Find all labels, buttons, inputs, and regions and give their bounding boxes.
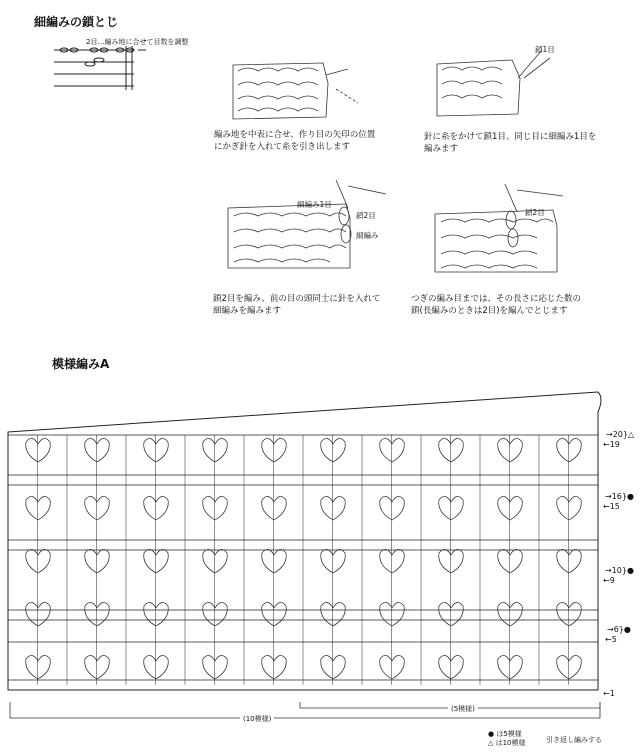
legend-suffix: 引き返し編みする bbox=[546, 736, 602, 744]
illustration-step3 bbox=[226, 178, 396, 273]
step2-label: 鎖1目 bbox=[535, 45, 555, 54]
row-label-15: ←15 bbox=[603, 502, 620, 511]
row-label-10: →10}● bbox=[605, 566, 634, 575]
legend-dot: ● は5模様 bbox=[488, 730, 522, 738]
illustration-step4 bbox=[433, 180, 573, 275]
row-label-6: →6}● bbox=[607, 625, 631, 634]
mini-chart bbox=[54, 44, 144, 96]
row-label-1: ←1 bbox=[603, 689, 615, 698]
row-label-9: ←9 bbox=[603, 576, 615, 585]
bracket-10-label: (10模様) bbox=[240, 714, 274, 724]
repeat-brackets bbox=[0, 700, 644, 730]
row-label-16: →16}● bbox=[605, 492, 634, 501]
bracket-5-label: (5模様) bbox=[448, 704, 478, 714]
illustration-step2 bbox=[432, 48, 552, 120]
step3-label-chain2: 鎖2目 bbox=[356, 211, 376, 220]
step3-label-sc: 細編み bbox=[356, 231, 379, 240]
step1-caption: 編み地を中表に合せ、作り目の矢印の位置 にかぎ針を入れて糸を引き出します bbox=[214, 130, 376, 152]
section2-title: 模様編みA bbox=[52, 357, 110, 371]
step3-label-single: 細編み1目 bbox=[297, 200, 332, 209]
legend bbox=[488, 730, 526, 748]
row-label-20: →20}△ bbox=[606, 430, 635, 439]
row-label-5: ←5 bbox=[605, 635, 617, 644]
row-label-19: ←19 bbox=[603, 440, 620, 449]
step2-caption: 針に糸をかけて鎖1目、同じ目に細編み1目を 編みます bbox=[424, 132, 597, 154]
step4-label: 鎖2目 bbox=[525, 208, 545, 217]
step3-caption: 鎖2目を編み、前の目の頭同士に針を入れて 細編みを編みます bbox=[213, 294, 381, 316]
pattern-chart bbox=[0, 380, 644, 720]
section1-title: 細編みの鎖とじ bbox=[34, 15, 119, 29]
step4-caption: つぎの編み目までは、その長さに応じた数の 鎖(長編みのときは2目)を編んでとじます bbox=[411, 294, 582, 316]
mini-chart-label: 2目…編み地に合せて目数を調整 bbox=[86, 38, 189, 46]
illustration-step1 bbox=[228, 55, 363, 125]
legend-triangle: △ は10模様 bbox=[488, 739, 526, 747]
